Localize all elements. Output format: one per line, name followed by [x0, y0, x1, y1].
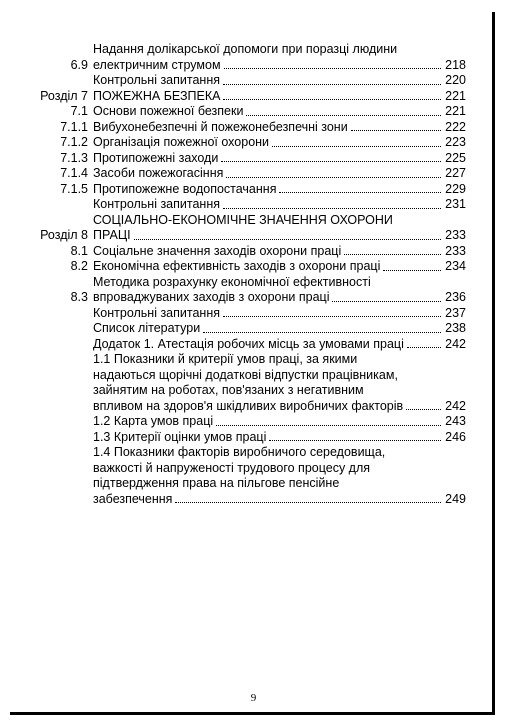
toc-entry[interactable] [10, 321, 466, 337]
toc-entry[interactable] [10, 166, 466, 182]
toc-entry-number: 8.2 [70, 259, 88, 273]
toc-entry[interactable] [10, 275, 466, 306]
toc-entry-title: Економічна ефективність заходів з охорони праці [93, 259, 381, 273]
toc-entry[interactable] [10, 430, 466, 446]
toc-entry-page: 242 [445, 336, 466, 351]
toc-entry-title: Контрольні запитання [93, 305, 220, 320]
toc-entry-page: 231 [445, 197, 466, 211]
dot-leader [332, 301, 441, 302]
dot-leader [223, 208, 441, 209]
toc-entry[interactable] [10, 337, 466, 353]
toc-entry-page: 246 [445, 429, 466, 444]
toc-entry-page: 249 [445, 491, 466, 506]
dot-leader [406, 409, 441, 410]
page-number: 9 [250, 692, 257, 704]
toc-entry[interactable] [10, 259, 466, 275]
toc-entry-number: Розділ 8 [40, 228, 88, 242]
toc-entry-page: 218 [445, 57, 466, 72]
toc-entry-title-line: СОЦІАЛЬНО-ЕКОНОМІЧНЕ ЗНАЧЕННЯ ОХОРОНИ [93, 212, 393, 227]
toc-entry-page: 220 [445, 73, 466, 87]
dot-leader [175, 502, 441, 503]
toc-entry-number: 8.3 [70, 290, 88, 304]
toc-entry-title: Соціальне значення заходів охорони праці [93, 243, 342, 258]
toc-entry-title-line: Надання долікарської допомоги при поразці людини [93, 42, 398, 56]
toc-entry-title: Засоби пожежогасіння [93, 166, 224, 180]
toc-entry-page: 225 [445, 150, 466, 165]
toc-entry-title: Організація пожежної охорони [93, 135, 270, 149]
dot-leader [344, 254, 441, 255]
table-of-contents [10, 42, 466, 507]
dot-leader [134, 239, 441, 240]
toc-entry[interactable] [10, 445, 466, 507]
toc-entry-page: 221 [445, 104, 466, 118]
toc-entry-page: 229 [445, 181, 466, 196]
toc-entry-title-line: надаються щорічні додаткові відпустки працівникам, [93, 367, 398, 382]
toc-entry-title: 1.2 Карта умов праці [93, 414, 214, 428]
toc-entry-page: 237 [445, 305, 466, 320]
toc-entry-number: 7.1.5 [60, 181, 88, 196]
toc-entry-page: 238 [445, 321, 466, 335]
toc-entry-title-line: підтвердження права на пільгове пенсійне [93, 476, 340, 490]
dot-leader [223, 99, 441, 100]
toc-entry-number: 7.1 [70, 104, 88, 118]
toc-entry-page: 227 [445, 166, 466, 180]
toc-entry-title: 1.3 Критерії оцінки умов праці [93, 429, 267, 444]
toc-entry-title: Додаток 1. Атестація робочих місць за умовами праці [93, 336, 404, 351]
dot-leader [407, 347, 441, 348]
toc-entry-title: Протипожежне водопостачання [93, 181, 277, 196]
dot-leader [223, 316, 441, 317]
dot-leader [224, 68, 441, 69]
toc-entry[interactable] [10, 42, 466, 73]
toc-entry-title-line: важкості й напруженості трудового процесу для [93, 460, 371, 475]
toc-entry-title: впливом на здоров'я шкідливих виробничих факторів [93, 398, 404, 413]
toc-entry-title-line: Методика розрахунку економічної ефективності [93, 274, 371, 289]
toc-entry[interactable] [10, 244, 466, 260]
toc-entry-number: Розділ 7 [40, 88, 88, 103]
toc-entry-page: 236 [445, 290, 466, 304]
toc-entry-page: 233 [445, 228, 466, 242]
toc-entry-page: 233 [445, 243, 466, 258]
toc-entry-title: Протипожежні заходи [93, 150, 219, 165]
dot-leader [246, 115, 441, 116]
toc-entry-title: Контрольні запитання [93, 73, 220, 87]
toc-entry[interactable] [10, 182, 466, 198]
dot-leader [203, 332, 441, 333]
toc-entry-number: 6.9 [70, 57, 88, 72]
toc-entry[interactable] [10, 89, 466, 105]
toc-entry-page: 223 [445, 135, 466, 149]
toc-entry[interactable] [10, 104, 466, 120]
toc-entry-number: 7.1.2 [60, 135, 88, 149]
toc-entry-page: 221 [445, 88, 466, 103]
toc-entry-title: Основи пожежної безпеки [93, 104, 244, 118]
toc-entry-title: Контрольні запитання [93, 197, 220, 211]
dot-leader [279, 192, 441, 193]
toc-entry[interactable] [10, 352, 466, 414]
toc-entry-page: 242 [445, 398, 466, 413]
toc-entry-title: впроваджуваних заходів з охорони праці [93, 290, 330, 304]
dot-leader [221, 161, 441, 162]
toc-entry-page: 222 [445, 119, 466, 134]
toc-entry-title-line: 1.4 Показники факторів виробничого середовища, [93, 445, 386, 459]
toc-entry-page: 234 [445, 259, 466, 273]
toc-entry[interactable] [10, 135, 466, 151]
toc-entry[interactable] [10, 197, 466, 213]
dot-leader [226, 177, 441, 178]
dot-leader [351, 130, 441, 131]
toc-entry-number: 7.1.3 [60, 150, 88, 165]
toc-entry[interactable] [10, 151, 466, 167]
toc-entry-number: 8.1 [70, 243, 88, 258]
toc-entry-page: 243 [445, 414, 466, 428]
dot-leader [383, 270, 441, 271]
toc-entry-title: ПРАЦІ [93, 228, 131, 242]
toc-entry-title-line: зайнятим на роботах, пов'язаних з негативним [93, 383, 364, 397]
toc-entry-title: ПОЖЕЖНА БЕЗПЕКА [93, 88, 221, 103]
toc-entry-number: 7.1.1 [60, 119, 88, 134]
toc-entry-title: Список літератури [93, 321, 201, 335]
toc-entry[interactable] [10, 73, 466, 89]
toc-entry[interactable] [10, 306, 466, 322]
toc-entry-number: 7.1.4 [60, 166, 88, 180]
dot-leader [216, 425, 441, 426]
toc-entry-title-line: 1.1 Показники й критерії умов праці, за якими [93, 352, 358, 366]
toc-entry-title: Вибухонебезпечні й пожежонебезпечні зони [93, 119, 348, 134]
toc-entry-title: електричним струмом [93, 57, 221, 72]
dot-leader [223, 84, 441, 85]
toc-entry[interactable] [10, 414, 466, 430]
toc-entry[interactable] [10, 120, 466, 136]
toc-entry-title: забезпечення [93, 491, 173, 506]
toc-entry[interactable] [10, 213, 466, 244]
dot-leader [269, 440, 441, 441]
dot-leader [272, 146, 441, 147]
